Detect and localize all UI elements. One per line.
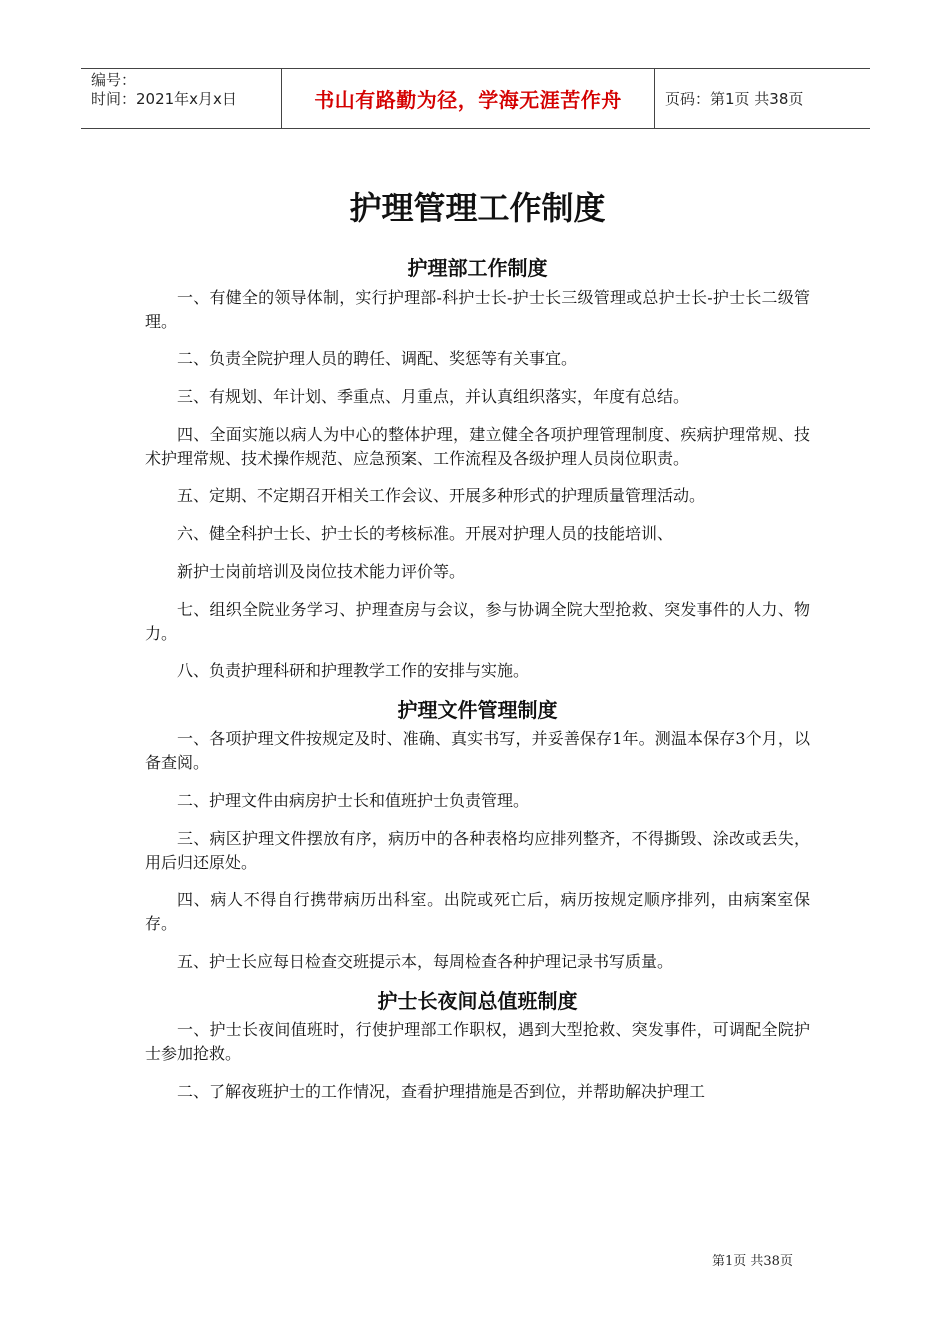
paragraph: 三、有规划、年计划、季重点、月重点，并认真组织落实，年度有总结。 [177,387,690,406]
paragraph: 二、了解夜班护士的工作情况，查看护理措施是否到位，并帮助解决护理工 [177,1082,706,1101]
section-title: 护理文件管理制度 [397,698,558,722]
paragraph: 三、病区护理文件摆放有序，病历中的各种表格均应排列整齐，不得撕毁、涂改或丢失，用后归还原处。 [145,829,810,872]
section-title: 护理部工作制度 [407,256,548,280]
section-title: 护士长夜间总值班制度 [377,989,578,1013]
paragraph: 四、病人不得自行携带病历出科室。出院或死亡后，病历按规定顺序排列，由病案室保存。 [145,890,810,933]
header-meta-cell [81,69,282,128]
paragraph: 新护士岗前培训及岗位技术能力评价等。 [177,562,466,581]
paragraph: 二、护理文件由病房护士长和值班护士负责管理。 [177,791,530,810]
paragraph: 四、全面实施以病人为中心的整体护理，建立健全各项护理管理制度、疾病护理常规、技术护理常规、技术操作规范、应急预案、工作流程及各级护理人员岗位职责。 [145,425,810,468]
paragraph: 八、负责护理科研和护理教学工作的安排与实施。 [177,661,530,680]
paragraph: 一、护士长夜间值班时，行使护理部工作职权，遇到大型抢救、突发事件，可调配全院护士参加抢救。 [145,1020,810,1063]
paragraph: 一、有健全的领导体制，实行护理部-科护士长-护士长三级管理或总护士长-护士长二级管理。 [145,288,810,331]
footer-page-info: 第1页 共38页 [712,1254,793,1269]
paragraph: 一、各项护理文件按规定及时、准确、真实书写，并妥善保存1年。测温本保存3个月，以备查阅。 [145,729,810,772]
paragraph: 六、健全科护士长、护士长的考核标准。开展对护理人员的技能培训、 [177,524,674,543]
paragraph: 七、组织全院业务学习、护理查房与会议，参与协调全院大型抢救、突发事件的人力、物力。 [145,600,810,643]
document-number-label: 编号： [91,71,137,89]
header-motto: 书山有路勤为径，学海无涯苦作舟 [282,69,655,128]
paragraph: 五、定期、不定期召开相关工作会议、开展多种形式的护理质量管理活动。 [177,486,706,505]
paragraph: 五、护士长应每日检查交班提示本，每周检查各种护理记录书写质量。 [177,952,674,971]
document-body [145,180,810,1104]
document-title: 护理管理工作制度 [349,189,606,227]
paragraph: 二、负责全院护理人员的聘任、调配、奖惩等有关事宜。 [177,349,578,368]
header-table [81,68,870,129]
header-page-info: 页码：第1页 共38页 [665,90,804,108]
document-time-label: 时间：2021年x月x日 [91,90,237,108]
